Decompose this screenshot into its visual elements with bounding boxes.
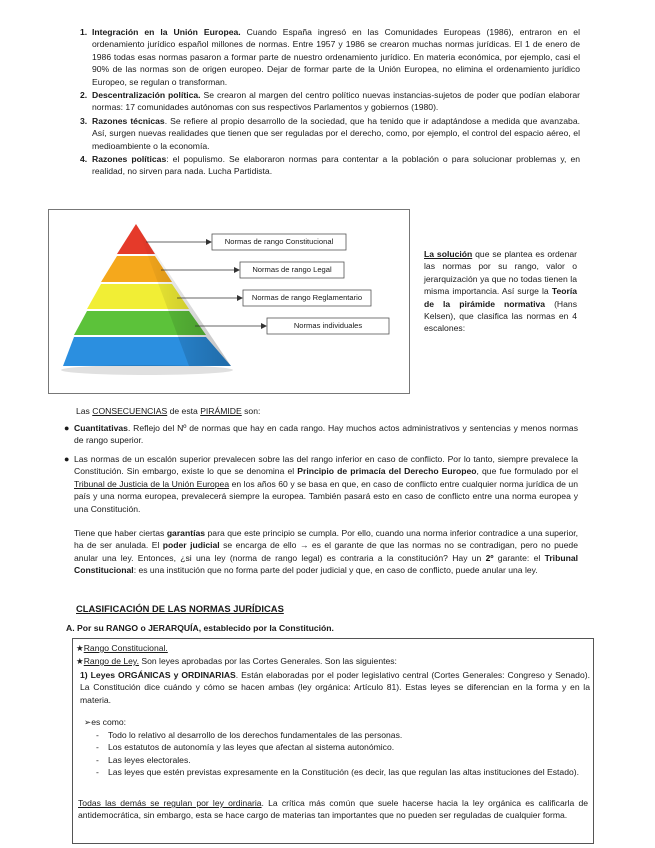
box-item-ley: ★Rango de Ley. Son leyes aprobadas por las Cortes Generales. Son las siguientes:: [76, 656, 397, 666]
dash-list: [96, 729, 590, 779]
pyramid-label-individuales: Normas individuales: [293, 321, 363, 330]
section-heading: CLASIFICACIÓN DE LAS NORMAS JURÍDICAS: [76, 603, 284, 614]
dash-item: - Todo lo relativo al desarrollo de los derechos fundamentales de las personas.: [96, 730, 403, 740]
subsection-heading: A. Por su RANGO o JERARQUÍA, establecido por la Constitución.: [66, 623, 334, 633]
box-final-paragraph: Todas las demás se regulan por ley ordinaria. La crítica más común que suele hacerse hacia la ley orgánica es calificarla de antidemocrática, sin embargo, esta se hace cargo de materias tan importantes que no pueden ser reguladas de cualquier forma.: [78, 798, 589, 821]
pyramid-label-legal: Normas de rango Legal: [252, 265, 332, 274]
box-sub-organicas: 1) Leyes ORGÁNICAS y ORDINARIAS. Están elaboradas por el poder legislativo central (Cortes Generales: Congreso y Senado). La Constitución dice cuándo y cómo se hacen ambas (ley orgánica: Artículo 81). Estas leyes se diferencian en la forma y en la materia.: [80, 670, 590, 705]
bullet-cuantitativas: ● Cuantitativas. Reflejo del Nº de normas que hay en cada rango. Hay muchos actos administrativos y sentencias y menos normas de rango superior.: [64, 423, 578, 446]
box-como: ➢es como:: [84, 717, 127, 727]
causes-list: [80, 26, 580, 179]
bullet-dot: ●: [64, 454, 70, 464]
pyramid-figure: [48, 209, 410, 394]
box-item-constitucional: ★Rango Constitucional.: [76, 643, 168, 653]
dash-item: - Las leyes electorales.: [96, 754, 191, 765]
solucion-paragraph: La solución que se plantea es ordenar las normas por su rango, valor o jerarquización ya que no todas tienen la misma importancia. Así surge la Teoría de la pirámide normativa (Hans Kelsen), que clasifica las normas en 4 escalones:: [424, 249, 577, 334]
pyramid-label-constitucional: Normas de rango Constitucional: [224, 237, 334, 246]
bullet-dot: ●: [64, 423, 70, 433]
dash-item: - Los estatutos de autonomía y las leyes que afectan al sistema autonómico.: [96, 742, 395, 753]
list-item: 4. Razones políticas: el populismo. Se elaboraron normas para contentar a la población o para solucionar problemas y, en realidad, no sirven para nada. Lucha Partidista.: [80, 154, 580, 177]
pyramid-label-reglamentario: Normas de rango Reglamentario: [251, 293, 363, 302]
bullet-primacia: ● Las normas de un escalón superior prevalecen sobre las del rango inferior en caso de conflicto. Por lo tanto, siempre prevalece la Constitución. Sin embargo, existe lo que se denomina el Principio de primacía del Derecho Europeo, que fue formulado por el Tribunal de Justicia de la Unión Europea en los años 60 y se basa en que, en caso de conflicto entre cualquier norma jurídica de un país y una norma europea, prevalecerá siempre la europea. También pasará esto en caso de conflicto entre una norma europea y una Constitución.: [64, 454, 578, 514]
dash-item: - Las leyes que estén previstas expresamente en la Constitución (es decir, las que regulan las altas instituciones del Estado).: [96, 767, 580, 778]
list-item: 2. Descentralización política. Se crearon al margen del centro político nuevas instancias-sujetos de poder que podían elaborar normas: 17 comunidades autónomas con sus respectivos Parlamentos y gobiernos (1980).: [80, 90, 580, 113]
garantias-paragraph: Tiene que haber ciertas garantías para que este principio se cumpla. Por ello, cuando una norma inferior contradice a una superior, ha de ser anulada. El poder judicial se encarga de ello → es el garante de que las normas no se contradigan, pero no puede anular una ley. Entonces, ¿si una ley (norma de rango legal) es contraria a la constitución? Hay un 2º garante: el Tribunal Constitucional: es una institución que no forma parte del poder judicial y que, en caso de conflicto, puede anular una ley.: [74, 528, 578, 576]
list-item: 3. Razones técnicas. Se refiere al propio desarrollo de la sociedad, que ha tenido que ir adaptándose a medida que avanzaba. Así, surgen nuevas realidades que tienen que ser reguladas por el derecho, como, por ejemplo, el control del espacio aéreo, el medioambiente o la economía.: [80, 115, 580, 151]
star-icon: ★: [76, 656, 84, 666]
list-item: 1. Integración en la Unión Europea. Cuando España ingresó en las Comunidades Europeas (1986), entraron en el ordenamiento jurídico español millones de normas. Entre 1957 y 1986 se crearon muchas normas jurídicas. El 1 de enero de 1986 todas esas normas pasaron a formar parte de nuestro ordenamiento jurídico. En materia económica, por ejemplo, casi el 90% de las normas son de origen europeo. Dejar de formar parte de la Unión Europea, no elimina el ordenamiento jurídico Europeo, se regulan o transforman.: [80, 27, 580, 87]
consecuencias-intro: Las CONSECUENCIAS de esta PIRÁMIDE son:: [76, 406, 261, 416]
star-icon: ★: [76, 643, 84, 653]
